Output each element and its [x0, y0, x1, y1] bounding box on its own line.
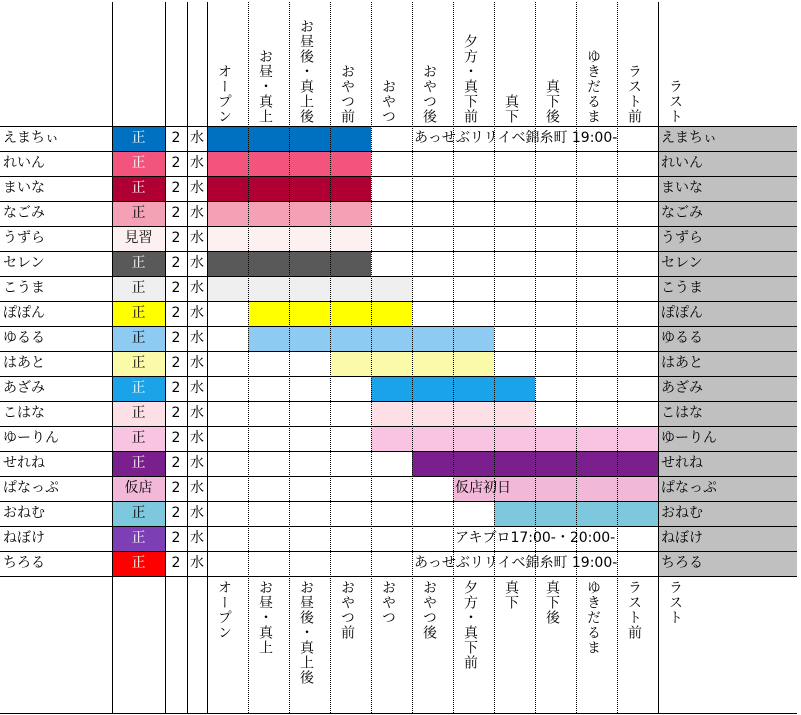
weekday: 水 [190, 430, 204, 446]
row-name: ゆーりん [3, 430, 59, 446]
row-name-right: こはな [658, 401, 797, 426]
weekday: 水 [190, 405, 204, 421]
row-name: ぽぽん [3, 305, 45, 321]
grid-hline [0, 376, 797, 377]
row-name: はあと [3, 355, 45, 371]
status-badge: 正 [112, 351, 165, 376]
header-col-9: ゆきだるま [585, 49, 601, 124]
header-col-7: 真下 [503, 94, 519, 124]
grid-vline-dotted [248, 2, 249, 713]
footer-col-4: おやつ [380, 580, 396, 625]
row-name-right: セレン [658, 251, 797, 276]
row-name: れいん [3, 155, 45, 171]
row-name-right: えまちぃ [658, 126, 797, 151]
grid-hline [0, 226, 797, 227]
grid-vline-dotted [330, 2, 331, 713]
header-col-3: おやつ前 [339, 64, 355, 124]
weekday: 水 [190, 230, 204, 246]
week-number: 2 [171, 330, 181, 346]
row-name: えまちぃ [3, 130, 59, 146]
footer-col-2: お昼後・真上後 [298, 580, 314, 685]
weekday: 水 [190, 355, 204, 371]
grid-hline [0, 251, 797, 252]
week-number: 2 [171, 380, 181, 396]
weekday: 水 [190, 455, 204, 471]
week-number: 2 [171, 505, 181, 521]
row-name: こはな [3, 405, 45, 421]
grid-vline-dotted [453, 2, 454, 713]
grid-hline [0, 551, 797, 552]
row-name-right: おねむ [658, 501, 797, 526]
row-name-right: せれね [658, 451, 797, 476]
row-name-right: うずら [658, 226, 797, 251]
footer-col-10: ラスト前 [626, 580, 642, 640]
grid-hline [0, 301, 797, 302]
footer-col-0: オープン [216, 580, 232, 640]
row-name: こうま [3, 280, 45, 296]
row-name: なごみ [3, 205, 45, 221]
row-name-right: ぱなっぷ [658, 476, 797, 501]
row-name: おねむ [3, 505, 45, 521]
footer-col-last: ラスト [667, 580, 683, 625]
row-note: あっせぶリリイベ錦糸町 19:00- [414, 130, 618, 146]
status-badge: 正 [112, 276, 165, 301]
weekday: 水 [190, 330, 204, 346]
grid-hline [0, 326, 797, 327]
week-number: 2 [171, 205, 181, 221]
week-number: 2 [171, 180, 181, 196]
status-badge: 正 [112, 176, 165, 201]
week-number: 2 [171, 455, 181, 471]
header-col-2: お昼後・真上後 [298, 19, 314, 124]
weekday: 水 [190, 180, 204, 196]
week-number: 2 [171, 230, 181, 246]
footer-col-7: 真下 [503, 580, 519, 610]
row-name: ちろる [3, 555, 45, 571]
footer-col-8: 真下後 [544, 580, 560, 625]
grid-vline-dotted [535, 2, 536, 713]
row-name: ぱなっぷ [3, 480, 59, 496]
header-col-6: 夕方・真下前 [462, 34, 478, 124]
week-number: 2 [171, 555, 181, 571]
status-badge: 正 [112, 301, 165, 326]
row-name-right: はあと [658, 351, 797, 376]
footer-col-1: お昼・真上 [257, 580, 273, 655]
footer-col-5: おやつ後 [421, 580, 437, 640]
weekday: 水 [190, 155, 204, 171]
header-col-0: オープン [216, 64, 232, 124]
weekday: 水 [190, 305, 204, 321]
row-name-right: こうま [658, 276, 797, 301]
grid-vline-dotted [412, 2, 413, 713]
grid-hline [0, 501, 797, 502]
header-col-4: おやつ [380, 79, 396, 124]
week-number: 2 [171, 130, 181, 146]
grid-hline [0, 576, 797, 577]
header-col-5: おやつ後 [421, 64, 437, 124]
week-number: 2 [171, 355, 181, 371]
grid-hline [0, 201, 797, 202]
weekday: 水 [190, 280, 204, 296]
grid-vline-dotted [494, 2, 495, 713]
row-name-right: まいな [658, 176, 797, 201]
grid-hline [0, 276, 797, 277]
status-badge: 見習 [112, 226, 165, 251]
status-badge: 正 [112, 501, 165, 526]
grid-vline [187, 2, 188, 713]
status-badge: 仮店 [112, 476, 165, 501]
row-name-right: ねぼけ [658, 526, 797, 551]
grid-hline [0, 401, 797, 402]
grid-vline [658, 2, 659, 713]
weekday: 水 [190, 505, 204, 521]
status-badge: 正 [112, 126, 165, 151]
grid-hline [0, 151, 797, 152]
footer-col-9: ゆきだるま [585, 580, 601, 655]
week-number: 2 [171, 280, 181, 296]
grid-vline-dotted [289, 2, 290, 713]
grid-vline-dotted [576, 2, 577, 713]
status-badge: 正 [112, 201, 165, 226]
grid-vline-dotted [617, 2, 618, 713]
weekday: 水 [190, 530, 204, 546]
weekday: 水 [190, 480, 204, 496]
grid-hline [0, 526, 797, 527]
header-col-8: 真下後 [544, 79, 560, 124]
row-note: あっせぶリリイベ錦糸町 19:00- [414, 555, 618, 571]
row-name: セレン [3, 255, 45, 271]
grid-vline-dotted [371, 2, 372, 713]
weekday: 水 [190, 555, 204, 571]
row-name-right: あざみ [658, 376, 797, 401]
row-note: アキブロ17:00-・20:00- [455, 530, 616, 546]
weekday: 水 [190, 380, 204, 396]
grid-vline [207, 2, 208, 713]
row-note: 仮店初日 [455, 480, 511, 496]
footer-col-3: おやつ前 [339, 580, 355, 640]
status-badge: 正 [112, 451, 165, 476]
row-name: ねぼけ [3, 530, 45, 546]
row-name: ゆるる [3, 330, 45, 346]
header-col-10: ラスト前 [626, 64, 642, 124]
status-badge: 正 [112, 551, 165, 576]
week-number: 2 [171, 480, 181, 496]
status-badge: 正 [112, 326, 165, 351]
week-number: 2 [171, 255, 181, 271]
week-number: 2 [171, 530, 181, 546]
row-name-right: ぽぽん [658, 301, 797, 326]
status-badge: 正 [112, 426, 165, 451]
grid-hline [0, 426, 797, 427]
weekday: 水 [190, 130, 204, 146]
row-name-right: なごみ [658, 201, 797, 226]
row-name: あざみ [3, 380, 45, 396]
shift-bar-12[interactable] [371, 426, 658, 451]
shift-bar-6[interactable] [207, 276, 412, 301]
grid-vline [112, 2, 113, 713]
footer-col-6: 夕方・真下前 [462, 580, 478, 670]
row-name-right: ゆるる [658, 326, 797, 351]
row-name-right: ゆーりん [658, 426, 797, 451]
row-name: うずら [3, 230, 45, 246]
status-badge: 正 [112, 401, 165, 426]
status-badge: 正 [112, 151, 165, 176]
grid-hline [0, 126, 797, 127]
status-badge: 正 [112, 526, 165, 551]
header-col-last: ラスト [667, 79, 683, 124]
weekday: 水 [190, 205, 204, 221]
week-number: 2 [171, 430, 181, 446]
status-badge: 正 [112, 376, 165, 401]
row-name: せれね [3, 455, 45, 471]
grid-hline [0, 451, 797, 452]
grid-vline [165, 2, 166, 713]
row-name-right: ちろる [658, 551, 797, 576]
week-number: 2 [171, 155, 181, 171]
row-name-right: れいん [658, 151, 797, 176]
grid-hline [0, 476, 797, 477]
week-number: 2 [171, 405, 181, 421]
week-number: 2 [171, 305, 181, 321]
grid-hline [0, 713, 797, 714]
grid-hline [0, 176, 797, 177]
weekday: 水 [190, 255, 204, 271]
row-name: まいな [3, 180, 45, 196]
grid-hline [0, 351, 797, 352]
status-badge: 正 [112, 251, 165, 276]
header-col-1: お昼・真上 [257, 49, 273, 124]
